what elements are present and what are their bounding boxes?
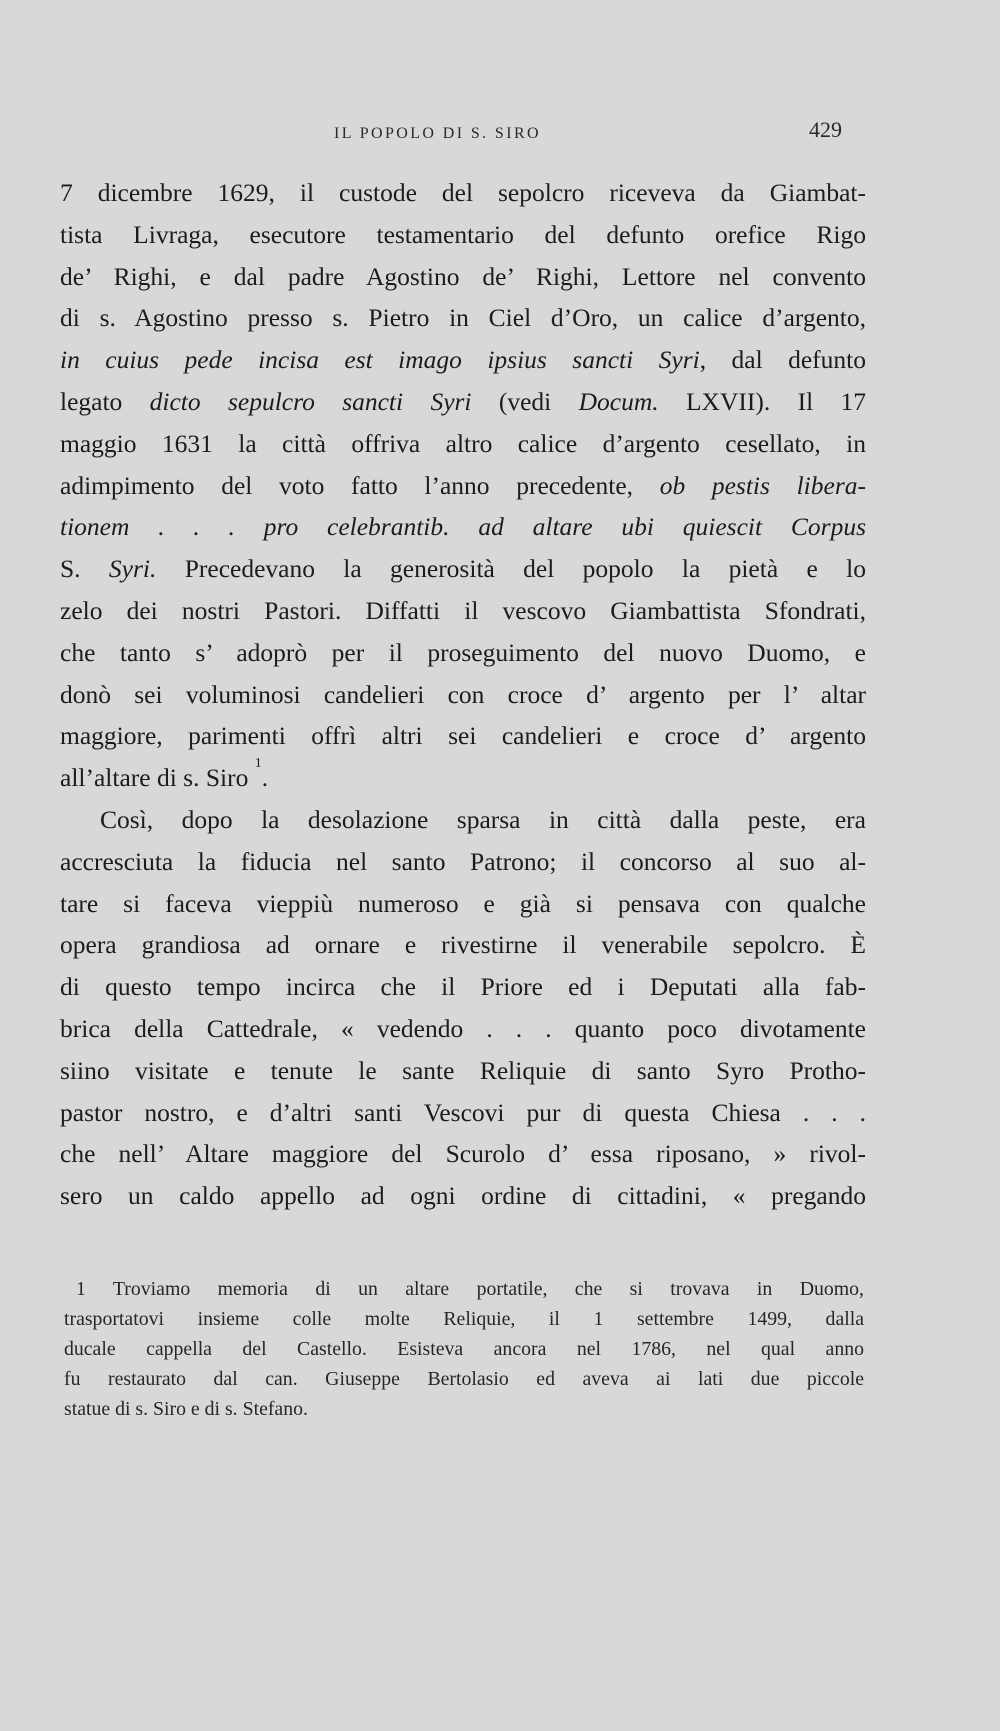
text-segment: opera grandiosa ad ornare e rivestirne il venerabile sepolcro. È [60, 930, 866, 960]
latin-phrase: in cuius pede incisa est imago ipsius sancti Syri [60, 345, 700, 375]
text-line [60, 548, 866, 590]
main-text [60, 172, 866, 1217]
text-segment: di questo tempo incirca che il Priore ed i Deputati alla fab- [60, 972, 866, 1002]
text-line [60, 297, 866, 339]
text-line [60, 590, 866, 632]
text-line [60, 339, 866, 381]
latin-phrase: Syri. [108, 554, 157, 584]
text-line [60, 1008, 866, 1050]
text-line [60, 966, 866, 1008]
text-segment: maggiore, parimenti offrì altri sei candelieri e croce d’ argento [60, 721, 866, 751]
latin-phrase: tionem . . . pro celebrantib. ad altare ubi quiescit Corpus [60, 512, 866, 542]
text-segment: siino visitate e tenute le sante Reliquie di santo Syro Protho- [60, 1055, 866, 1085]
text-segment: tista Livraga, esecutore testamentario del defunto orefice Rigo [60, 219, 866, 249]
text-segment: . [261, 763, 269, 793]
latin-phrase: ob pestis libera- [659, 470, 866, 500]
footnote-ref: 1 [254, 756, 262, 772]
text-segment: che nell’ Altare maggiore del Scurolo d’ essa riposano, » rivol- [60, 1139, 866, 1169]
text-line [60, 1175, 866, 1217]
text-segment: de’ Righi, e dal padre Agostino de’ Righi, Lettore nel convento [60, 261, 866, 291]
text-segment: tare si faceva vieppiù numeroso e già si pensava con qualche [60, 888, 866, 918]
text-segment: di s. Agostino presso s. Pietro in Ciel d’Oro, un calice d’argento, [60, 303, 866, 333]
text-line [60, 465, 866, 507]
text-segment: accresciuta la fiducia nel santo Patrono; il concorso al suo al- [60, 846, 866, 876]
latin-phrase: Docum. [578, 386, 659, 416]
text-segment: , dal defunto [699, 345, 866, 375]
footnotes [64, 1274, 864, 1424]
text-line [60, 632, 866, 674]
text-line [60, 715, 866, 757]
text-line [60, 381, 866, 423]
text-line [60, 214, 866, 256]
text-line [60, 172, 866, 214]
text-segment: all’altare di s. Siro [60, 763, 255, 793]
text-segment: adimpimento del voto fatto l’anno precedente, [60, 470, 660, 500]
text-segment: Precedevano la generosità del popolo la pietà e lo [156, 554, 866, 584]
footnote-line: 1 Troviamo memoria di un altare portatile, che si trovava in Duomo, [76, 1278, 864, 1300]
text-line [60, 1050, 866, 1092]
footnote-line: trasportatovi insieme colle molte Reliquie, il 1 settembre 1499, dalla [64, 1308, 864, 1330]
running-title: IL POPOLO DI S. SIRO [334, 125, 541, 142]
text-line [60, 674, 866, 716]
text-segment: sero un caldo appello ad ogni ordine di cittadini, « pregando [60, 1181, 866, 1211]
text-segment: donò sei voluminosi candelieri con croce d’ argento per l’ altar [60, 679, 866, 709]
text-line [60, 841, 866, 883]
text-line [60, 423, 866, 465]
footnote-line: ducale cappella del Castello. Esisteva ancora nel 1786, nel qual anno [64, 1338, 864, 1360]
page-number: 429 [809, 117, 842, 142]
text-segment: LXVII). Il 17 [658, 386, 866, 416]
text-segment: S. [60, 554, 109, 584]
latin-phrase: dicto sepulcro sancti Syri [149, 386, 472, 416]
text-line [60, 757, 866, 799]
text-segment: che tanto s’ adoprò per il proseguimento del nuovo Duomo, e [60, 637, 866, 667]
text-line [60, 1133, 866, 1175]
text-segment: maggio 1631 la città offriva altro calice d’argento cesellato, in [60, 428, 866, 458]
text-segment: brica della Cattedrale, « vedendo . . . quanto poco divotamente [60, 1013, 866, 1043]
text-segment: zelo dei nostri Pastori. Diffatti il vescovo Giambattista Sfondrati, [60, 595, 866, 625]
text-line [60, 256, 866, 298]
text-line [60, 924, 866, 966]
text-segment: legato [60, 386, 150, 416]
text-line [60, 506, 866, 548]
text-segment: 7 dicembre 1629, il custode del sepolcro riceveva da Giambat- [60, 178, 866, 207]
text-segment: Così, dopo la desolazione sparsa in città dalla peste, era [100, 804, 866, 834]
footnote-line: statue di s. Siro e di s. Stefano. [64, 1398, 308, 1420]
text-segment: (vedi [471, 386, 579, 416]
running-head [0, 117, 1000, 147]
footnote-line: fu restaurato dal can. Giuseppe Bertolasio ed aveva ai lati due piccole [64, 1368, 864, 1390]
text-line [60, 1092, 866, 1134]
text-line [60, 883, 866, 925]
text-line [60, 799, 866, 841]
text-segment: pastor nostro, e d’altri santi Vescovi pur di questa Chiesa . . . [60, 1097, 866, 1127]
